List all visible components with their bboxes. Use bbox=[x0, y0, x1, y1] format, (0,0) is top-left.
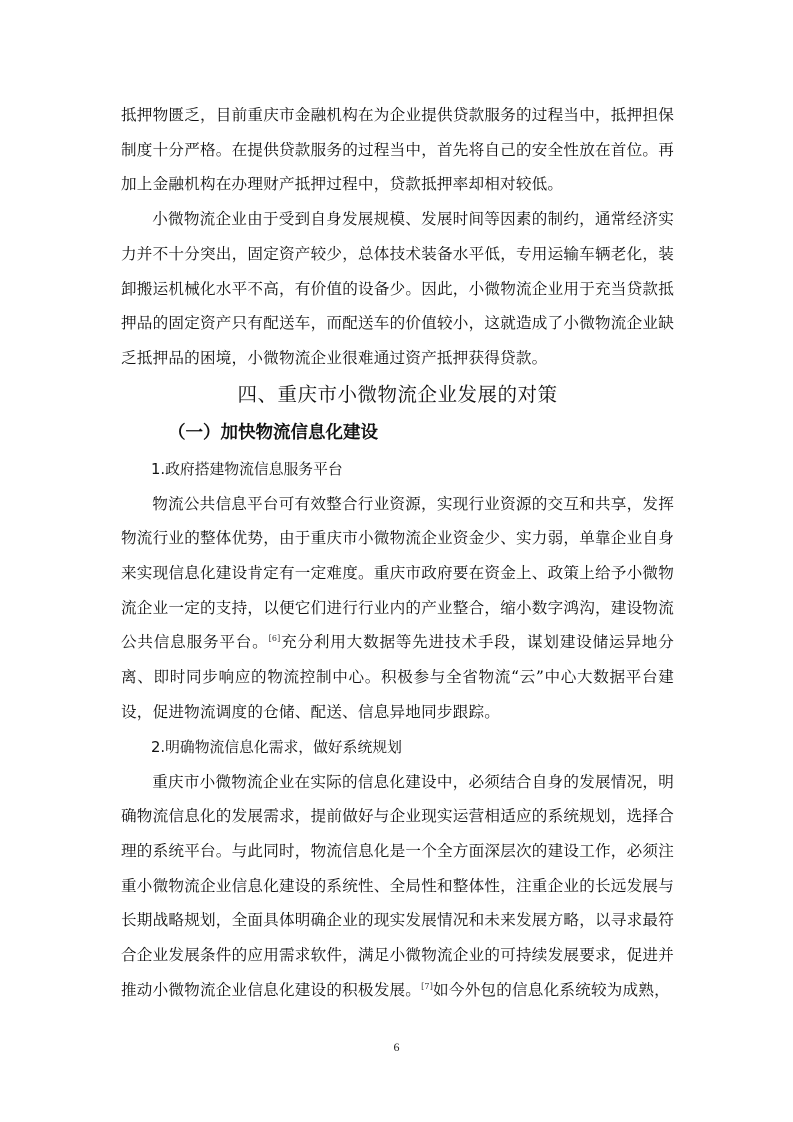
item-heading-2: 2.明确物流信息化需求，做好系统规划 bbox=[151, 738, 402, 756]
paragraph-text: 重庆市小微物流企业在实际的信息化建设中，必须结合自身的发展情况，明确物流信息化的发展需求，提前做好与企业现实运营相适应的系统规划，选择合理的系统平台。与此同时，物流信息化是一个全方面深层次的建设工作，必须注重小微物流企业信息化建设的系统性、全局性和整体性，注重企业的长远发展与长期战略规划，全面具体明确企业的现实发展情况和未来发展方略，以寻求最符合企业发展条件的应用需求软件，满足小微物流企业的可持续发展要求，促进并推动小微物流企业信息化建设的积极发展。 bbox=[121, 772, 674, 999]
paragraph-system-planning bbox=[121, 765, 674, 1008]
citation-marker: [7] bbox=[421, 981, 434, 991]
paragraph-info-platform bbox=[121, 487, 674, 730]
paragraph-collateral-shortage: 小微物流企业由于受到自身发展规模、发展时间等因素的制约，通常经济实力并不十分突出，固定资产较少，总体技术装备水平低，专用运输车辆老化，装卸搬运机械化水平不高，有价值的设备少。因此，小微物流企业用于充当贷款抵押品的固定资产只有配送车，而配送车的价值较小，这就造成了小微物流企业缺乏抵押品的困境，小微物流企业很难通过资产抵押获得贷款。 bbox=[121, 210, 674, 367]
paragraph-text: 充分利用大数据等先进技术手段，谋划建设储运异地分离、即时同步响应的物流控制中心。积极参与全省物流“云”中心大数据平台建设，促进物流调度的仓储、配送、信息异地同步跟踪。 bbox=[121, 633, 674, 721]
paragraph-text: 如今外包的信息化系统较为成熟， bbox=[433, 980, 670, 999]
citation-marker: [6] bbox=[268, 634, 281, 644]
paragraph-text: 物流公共信息平台可有效整合行业资源，实现行业资源的交互和共享，发挥物流行业的整体优势，由于重庆市小微物流企业资金少、实力弱，单靠企业自身来实现信息化建设肯定有一定难度。重庆市政府要在资金上、政策上给予小微物流企业一定的支持，以便它们进行行业内的产业整合，缩小数字鸿沟，建设物流公共信息服务平台。 bbox=[121, 494, 674, 652]
subsection-heading: （一）加快物流信息化建设 bbox=[168, 422, 378, 443]
page-content bbox=[121, 98, 674, 1007]
section-heading: 四、重庆市小微物流企业发展的对策 bbox=[237, 382, 558, 406]
item-heading-1: 1.政府搭建物流信息服务平台 bbox=[151, 460, 343, 478]
paragraph-continued: 抵押物匮乏，目前重庆市金融机构在为企业提供贷款服务的过程当中，抵押担保制度十分严格。在提供贷款服务的过程当中，首先将自己的安全性放在首位。再加上金融机构在办理财产抵押过程中，贷款抵押率却相对较低。 bbox=[121, 106, 674, 194]
page-number: 6 bbox=[393, 1040, 400, 1054]
